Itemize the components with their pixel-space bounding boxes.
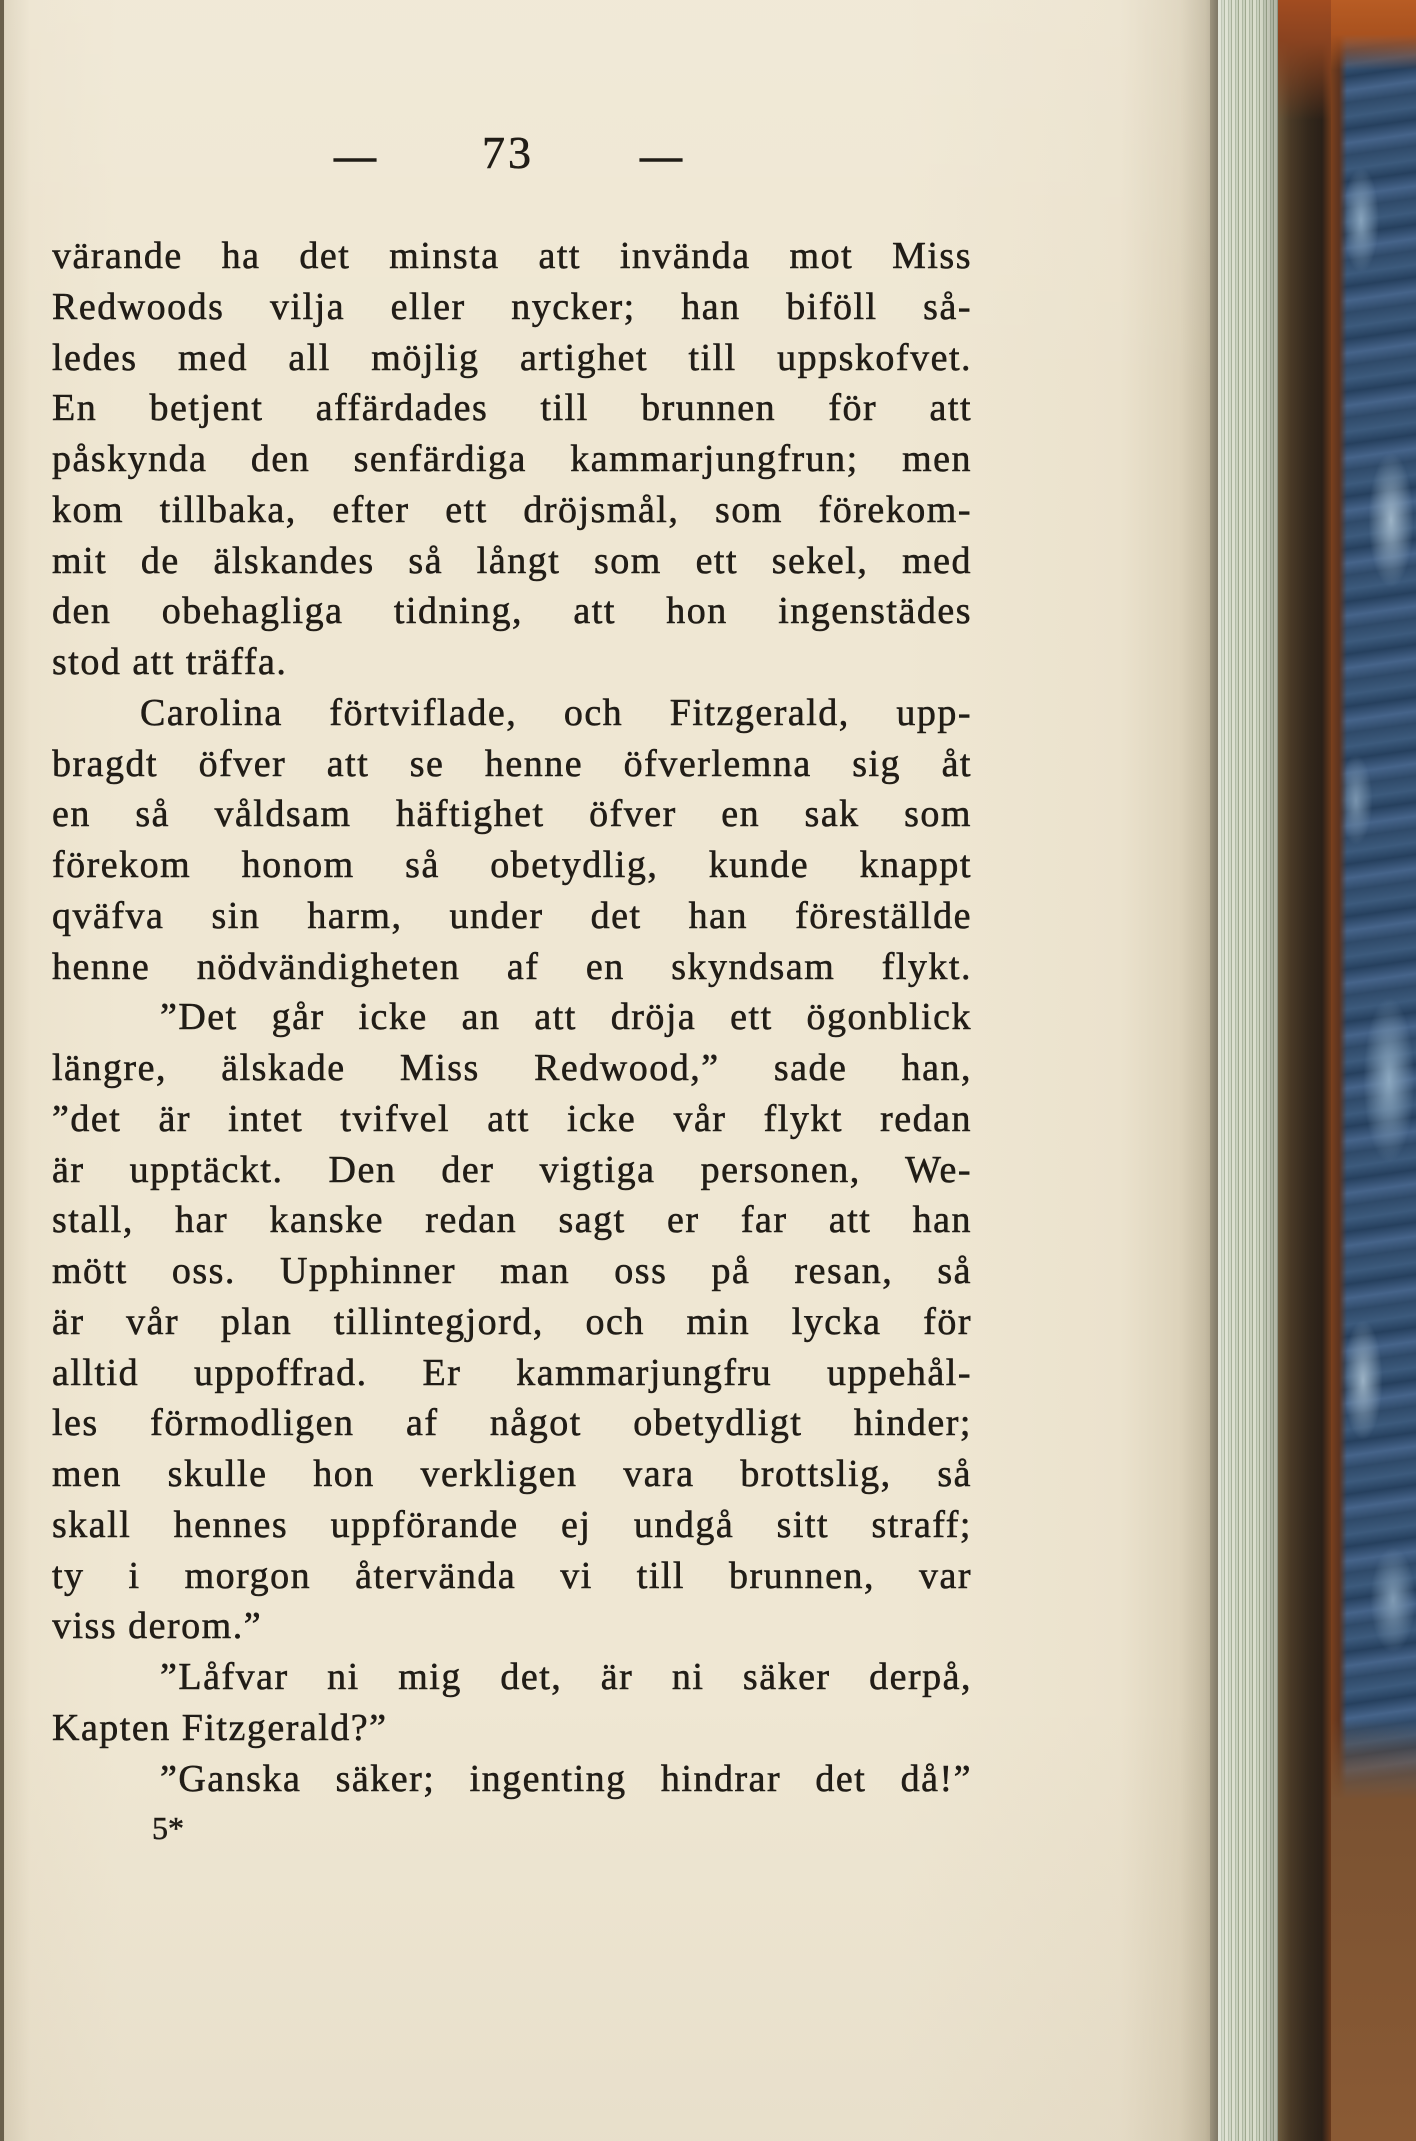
text-line: är upptäckt. Den der vigtiga personen, We- <box>52 1148 972 1191</box>
text-line: stall, har kanske redan sagt er far att han <box>52 1199 972 1242</box>
text-line: qväfva sin harm, under det han föreställde <box>52 894 972 937</box>
signature-mark: 5* <box>152 1810 184 1846</box>
text-line: Redwoods vilja eller nycker; han biföll så- <box>52 285 972 328</box>
text-line: les förmodligen af något obetydligt hinder; <box>52 1402 972 1445</box>
text-line: henne nödvändigheten af en skyndsam flykt. <box>52 945 972 988</box>
book-binding <box>1278 0 1331 2141</box>
text-line: mött oss. Upphinner man oss på resan, så <box>52 1250 972 1292</box>
text-line: bragdt öfver att se henne öfverlemna sig åt <box>52 742 972 785</box>
page-number: 73 <box>482 127 534 178</box>
marbled-cover <box>1331 0 1416 2141</box>
header-right-dash: — <box>640 134 682 180</box>
text-line: påskynda den senfärdiga kammarjungfrun; men <box>52 438 972 480</box>
text-line: den obehagliga tidning, att hon ingenstädes <box>52 590 972 633</box>
page-gutter-shadow <box>1210 0 1218 2141</box>
text-line: kom tillbaka, efter ett dröjsmål, som förekom- <box>52 488 972 531</box>
text-line: förekom honom så obetydlig, kunde knappt <box>52 844 972 886</box>
text-line: Carolina förtviflade, och Fitzgerald, upp- <box>140 691 972 734</box>
text-line: alltid uppoffrad. Er kammarjungfru uppehål- <box>52 1351 972 1394</box>
text-line: Kapten Fitzgerald?” <box>52 1706 388 1749</box>
text-line: ”Låfvar ni mig det, är ni säker derpå, <box>160 1656 972 1698</box>
page-left-edge <box>0 0 4 2141</box>
text-line: är vår plan tillintegjord, och min lycka för <box>52 1300 972 1343</box>
text-line: värande ha det minsta att invända mot Miss <box>52 235 972 277</box>
text-line: ”Det går icke an att dröja ett ögonblick <box>160 996 972 1039</box>
text-line: ”Ganska säker; ingenting hindrar det då!” <box>160 1757 972 1800</box>
text-line: skall hennes uppförande ej undgå sitt straff; <box>52 1503 972 1546</box>
text-line: ty i morgon återvända vi till brunnen, var <box>52 1554 972 1597</box>
text-line: viss derom.” <box>52 1605 263 1648</box>
text-line: en så våldsam häftighet öfver en sak som <box>52 793 972 836</box>
text-line: längre, älskade Miss Redwood,” sade han, <box>52 1047 972 1089</box>
text-line: stod att träffa. <box>52 641 288 683</box>
text-line: ledes med all möjlig artighet till uppskofvet. <box>52 336 972 379</box>
text-line: ”det är intet tvifvel att icke vår flykt redan <box>52 1097 972 1140</box>
text-line: mit de älskandes så långt som ett sekel, med <box>52 539 972 582</box>
page-edges <box>1218 0 1278 2141</box>
text-line: men skulle hon verkligen vara brottslig, så <box>52 1453 972 1495</box>
body-text <box>52 231 972 1804</box>
text-line: En betjent affärdades till brunnen för att <box>52 387 972 430</box>
header-left-dash: — <box>334 134 376 180</box>
